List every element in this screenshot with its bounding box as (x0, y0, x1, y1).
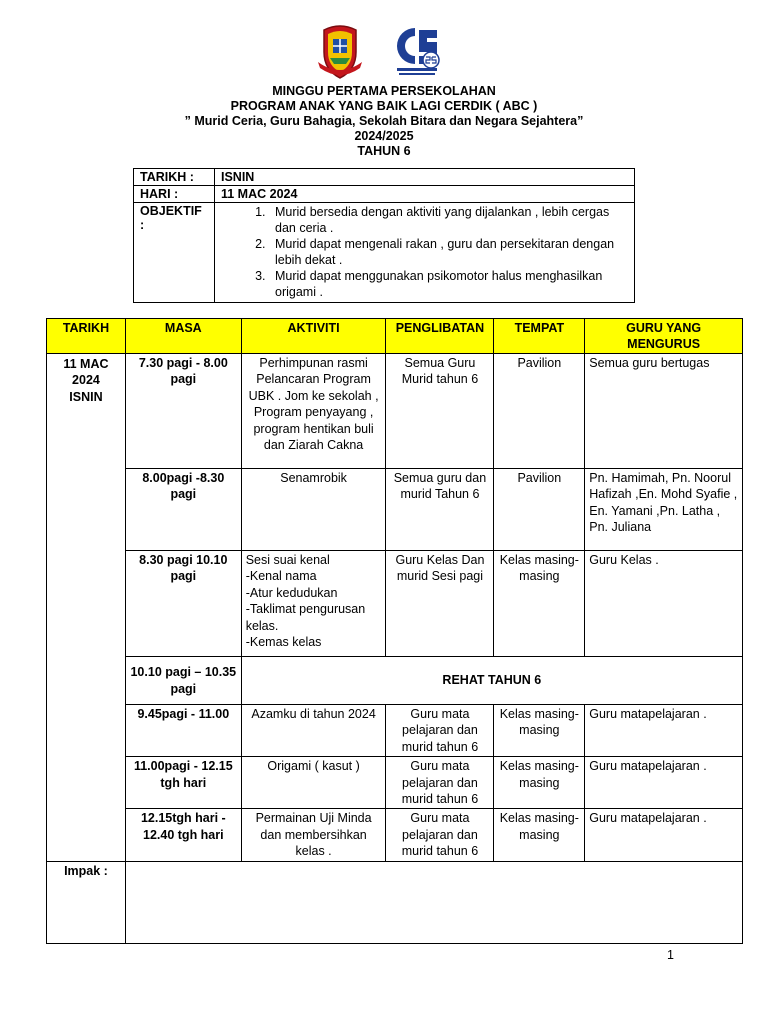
tarikh-value: ISNIN (215, 169, 635, 186)
masa-cell: 8.30 pagi 10.10 pagi (125, 551, 241, 657)
guru-cell: Guru Kelas . (585, 551, 743, 657)
logo-bar (0, 22, 768, 82)
document-header (0, 84, 768, 159)
tempat-cell: Kelas masing-masing (494, 705, 585, 757)
masa-cell: 12.15tgh hari - 12.40 tgh hari (125, 809, 241, 861)
aktiviti-line: -Kenal nama (245, 569, 317, 584)
objective-item: 2. Murid dapat mengenali rakan , guru dan persekitaran dengan lebih dekat . (269, 236, 630, 268)
guru-cell: Guru matapelajaran . (585, 705, 743, 757)
aktiviti-cell: Origami ( kasut ) (241, 757, 386, 809)
aktiviti-cell (241, 551, 386, 657)
col-header-tempat: TEMPAT (494, 319, 585, 354)
aktiviti-cell: Permainan Uji Minda dan membersihkan kelas . (241, 809, 386, 861)
aktiviti-cell: Perhimpunan rasmi Pelancaran Program UBK . Jom ke sekolah , Program penyayang , program hentikan buli dan Ziarah Cakna (241, 354, 386, 469)
masa-cell: 7.30 pagi - 8.00 pagi (125, 354, 241, 469)
objektif-row (134, 203, 635, 303)
table-row (47, 551, 743, 657)
aktiviti-line: Sesi suai kenal (245, 553, 330, 567)
objective-item: 1. Murid bersedia dengan aktiviti yang dijalankan , lebih cergas dan ceria . (269, 204, 630, 236)
table-row (47, 354, 743, 469)
hari-label: HARI : (134, 186, 215, 203)
objektif-list (241, 204, 630, 300)
guru-cell: Semua guru bertugas (585, 354, 743, 469)
tempat-cell: Pavilion (494, 354, 585, 469)
penglibatan-cell: Guru mata pelajaran dan murid tahun 6 (386, 705, 494, 757)
objektif-label: OBJEKTIF : (134, 203, 215, 303)
tempat-cell: Kelas masing-masing (494, 809, 585, 861)
objective-item: 3. Murid dapat menggunakan psikomotor halus menghasilkan origami . (269, 268, 630, 300)
cs-25-anniversary-logo (393, 22, 441, 78)
guru-cell: Guru matapelajaran . (585, 757, 743, 809)
info-table (133, 168, 635, 303)
aktiviti-cell: Senamrobik (241, 469, 386, 551)
aktiviti-line: -Kemas kelas (245, 635, 322, 650)
col-header-masa: MASA (125, 319, 241, 354)
penglibatan-cell: Guru mata pelajaran dan murid tahun 6 (386, 809, 494, 861)
hari-value: 11 MAC 2024 (215, 186, 635, 203)
header-line-3: ” Murid Ceria, Guru Bahagia, Sekolah Bitara dan Negara Sejahtera” (184, 114, 584, 128)
masa-cell: 10.10 pagi – 10.35 pagi (125, 657, 241, 705)
impak-value (125, 861, 742, 943)
header-line-5: TAHUN 6 (357, 144, 411, 158)
masa-cell: 11.00pagi - 12.15 tgh hari (125, 757, 241, 809)
page-number: 1 (667, 948, 674, 962)
col-header-penglibatan: PENGLIBATAN (386, 319, 494, 354)
school-crest-icon (316, 22, 364, 80)
header-line-1: MINGGU PERTAMA PERSEKOLAHAN (272, 84, 496, 98)
table-row (47, 757, 743, 809)
col-header-aktiviti: AKTIVITI (241, 319, 386, 354)
table-row (47, 705, 743, 757)
rehat-cell: REHAT TAHUN 6 (241, 657, 742, 705)
table-row (47, 469, 743, 551)
aktiviti-cell: Azamku di tahun 2024 (241, 705, 386, 757)
penglibatan-cell: Semua Guru Murid tahun 6 (386, 354, 494, 469)
masa-cell: 9.45pagi - 11.00 (125, 705, 241, 757)
tempat-cell: Pavilion (494, 469, 585, 551)
tempat-cell: Kelas masing-masing (494, 551, 585, 657)
header-line-4: 2024/2025 (354, 129, 414, 143)
tempat-cell: Kelas masing-masing (494, 757, 585, 809)
objektif-list-cell (215, 203, 635, 303)
impak-row (47, 861, 743, 943)
guru-cell: Pn. Hamimah, Pn. Noorul Hafizah ,En. Mohd Syafie , En. Yamani ,Pn. Latha , Pn. Juliana (585, 469, 743, 551)
col-header-guru: GURU YANG MENGURUS (585, 319, 743, 354)
schedule-table (46, 318, 743, 944)
impak-label: Impak : (47, 861, 126, 943)
header-line-2: PROGRAM ANAK YANG BAIK LAGI CERDIK ( ABC ) (230, 99, 538, 113)
penglibatan-cell: Guru mata pelajaran dan murid tahun 6 (386, 757, 494, 809)
tarikh-row (134, 169, 635, 186)
schedule-header-row (47, 319, 743, 354)
masa-cell: 8.00pagi -8.30 pagi (125, 469, 241, 551)
table-row (47, 657, 743, 705)
col-header-tarikh: TARIKH (47, 319, 126, 354)
aktiviti-line: -Atur kedudukan (245, 585, 338, 600)
aktiviti-line: -Taklimat pengurusan kelas. (245, 602, 366, 633)
penglibatan-cell: Semua guru dan murid Tahun 6 (386, 469, 494, 551)
hari-row (134, 186, 635, 203)
penglibatan-cell: Guru Kelas Dan murid Sesi pagi (386, 551, 494, 657)
date-cell: 11 MAC 2024 ISNIN (47, 354, 126, 862)
tarikh-label: TARIKH : (134, 169, 215, 186)
guru-cell: Guru matapelajaran . (585, 809, 743, 861)
table-row (47, 809, 743, 861)
